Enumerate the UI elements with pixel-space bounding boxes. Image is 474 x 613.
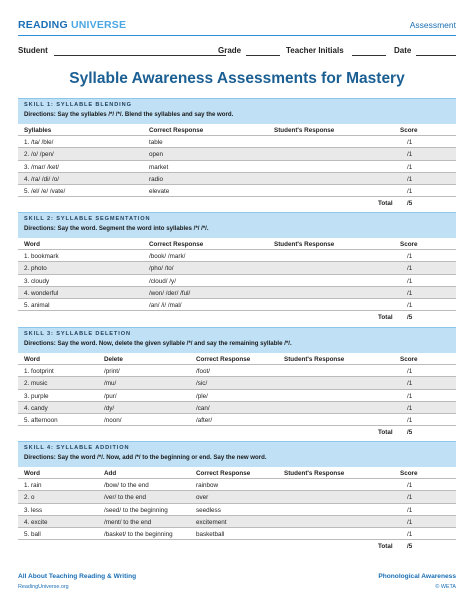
- student-field[interactable]: [54, 55, 226, 56]
- score-cell: /1: [407, 518, 413, 526]
- table-row: [18, 148, 456, 160]
- table-row: [18, 299, 456, 311]
- score-cell: /1: [407, 187, 413, 195]
- cell: 5. /el/ /e/ /vate/: [24, 187, 66, 195]
- footer-copyright: © WETA: [435, 584, 456, 590]
- table-row: [18, 402, 456, 414]
- table-row: [18, 136, 456, 148]
- cell: 4. wonderful: [24, 289, 59, 297]
- student-label: Student: [18, 46, 48, 55]
- total-row: [18, 197, 456, 209]
- score-cell: /1: [407, 494, 413, 502]
- skill-section-addition: [18, 441, 456, 552]
- cell: 3. /mar/ /ket/: [24, 163, 59, 171]
- cell: open: [149, 151, 164, 159]
- col-header: Score: [400, 356, 418, 363]
- table-row: [18, 365, 456, 377]
- cell: /after/: [196, 416, 213, 424]
- col-header: Word: [24, 470, 40, 477]
- col-header: Student's Response: [284, 356, 345, 363]
- total-label: Total: [378, 543, 393, 551]
- total-row: [18, 311, 456, 323]
- score-cell: /1: [407, 265, 413, 273]
- cell: 5. animal: [24, 301, 50, 309]
- cell: /pur/: [104, 392, 117, 400]
- score-cell: /1: [407, 277, 413, 285]
- table-row: [18, 377, 456, 389]
- cell: 1. rain: [24, 482, 42, 490]
- cell: /seed/ to the beginning: [104, 506, 168, 514]
- cell: 5. afternoon: [24, 416, 58, 424]
- col-header: Add: [104, 470, 117, 477]
- col-header: Student's Response: [284, 470, 345, 477]
- cell: /ver/ to the end: [104, 494, 147, 502]
- cell: elevate: [149, 187, 170, 195]
- score-cell: /1: [407, 380, 413, 388]
- section-title: SKILL 3: SYLLABLE DELETION: [24, 331, 131, 337]
- section-header: [18, 98, 456, 124]
- cell: 4. candy: [24, 404, 48, 412]
- col-header: Correct Response: [196, 470, 251, 477]
- logo-accent: UNIVERSE: [70, 19, 127, 31]
- page-title: Syllable Awareness Assessments for Mastery: [69, 70, 405, 87]
- section-title: SKILL 1: SYLLABLE BLENDING: [24, 102, 132, 108]
- cell: /won/ /der/ /ful/: [149, 289, 191, 297]
- table-row: [18, 491, 456, 503]
- cell: /foot/: [196, 368, 211, 376]
- skill-section-blending: [18, 98, 456, 209]
- assessment-tag: Assessment: [409, 20, 456, 30]
- reading-universe-logo[interactable]: [18, 19, 126, 31]
- col-header: Student's Response: [274, 127, 335, 134]
- cell: /print/: [104, 368, 120, 376]
- score-cell: /1: [407, 151, 413, 159]
- cell: table: [149, 139, 163, 147]
- cell: /bow/ to the end: [104, 482, 149, 490]
- cell: basketball: [196, 530, 225, 538]
- table-row: [18, 185, 456, 197]
- cell: /dy/: [104, 404, 115, 412]
- table-row: [18, 528, 456, 540]
- table-row: [18, 287, 456, 299]
- date-field[interactable]: [416, 55, 456, 56]
- cell: over: [196, 494, 209, 502]
- student-info-line: [18, 46, 456, 58]
- section-directions: Directions: Say the syllables /*/ /*/. Blend the syllables and say the word.: [24, 111, 234, 118]
- cell: /sic/: [196, 380, 208, 388]
- total-label: Total: [378, 429, 393, 437]
- table-header-row: [18, 238, 456, 250]
- cell: 4. /ra/ /di/ /o/: [24, 175, 59, 183]
- grade-label: Grade: [218, 46, 242, 55]
- logo-main: READING: [18, 19, 71, 31]
- score-cell: /1: [407, 506, 413, 514]
- col-header: Correct Response: [196, 356, 251, 363]
- footer-site-link[interactable]: ReadingUniverse.org: [18, 584, 69, 590]
- cell: 1. footprint: [24, 368, 54, 376]
- cell: /mu/: [104, 380, 117, 388]
- teacher-initials-field[interactable]: [352, 55, 386, 56]
- col-header: Score: [400, 470, 418, 477]
- cell: /noon/: [104, 416, 122, 424]
- score-cell: /1: [407, 139, 413, 147]
- table-row: [18, 516, 456, 528]
- score-cell: /1: [407, 482, 413, 490]
- table-row: [18, 250, 456, 262]
- cell: 5. ball: [24, 530, 41, 538]
- section-directions: Directions: Say the word /*/. Now, add /*/ to the beginning or end. Say the new word.: [24, 454, 267, 461]
- table-row: [18, 173, 456, 185]
- cell: market: [149, 163, 169, 171]
- score-cell: /1: [407, 253, 413, 261]
- section-directions: Directions: Say the word. Segment the word into syllables /*/ /*/.: [24, 225, 209, 232]
- table-row: [18, 504, 456, 516]
- cell: /cloud/ /y/: [149, 277, 176, 285]
- score-cell: /1: [407, 392, 413, 400]
- col-header: Score: [400, 127, 418, 134]
- score-cell: /1: [407, 416, 413, 424]
- footer-topic: Phonological Awareness: [378, 573, 456, 580]
- total-value: /5: [407, 429, 413, 437]
- col-header: Correct Response: [149, 127, 204, 134]
- skill-section-segmentation: [18, 212, 456, 323]
- cell: 2. photo: [24, 265, 47, 273]
- col-header: Word: [24, 356, 40, 363]
- section-header: [18, 441, 456, 467]
- table-row: [18, 275, 456, 287]
- score-cell: /1: [407, 163, 413, 171]
- footer-course-title: All About Teaching Reading & Writing: [18, 573, 137, 580]
- col-header: Score: [400, 241, 418, 248]
- cell: 3. purple: [24, 392, 49, 400]
- score-cell: /1: [407, 404, 413, 412]
- section-header: [18, 327, 456, 353]
- cell: /an/ /i/ /mal/: [149, 301, 182, 309]
- cell: /basket/ to the beginning: [104, 530, 173, 538]
- grade-field[interactable]: [246, 55, 280, 56]
- skill-section-deletion: [18, 327, 456, 438]
- date-label: Date: [394, 46, 412, 55]
- cell: excitement: [196, 518, 227, 526]
- table-header-row: [18, 124, 456, 136]
- cell: seedless: [196, 506, 221, 514]
- total-value: /5: [407, 314, 413, 322]
- cell: 2. music: [24, 380, 48, 388]
- cell: 1. bookmark: [24, 253, 59, 261]
- cell: 1. /ta/ /ble/: [24, 139, 54, 147]
- score-cell: /1: [407, 289, 413, 297]
- cell: /pho/ /to/: [149, 265, 174, 273]
- cell: /ment/ to the end: [104, 518, 152, 526]
- cell: /ple/: [196, 392, 208, 400]
- cell: 3. cloudy: [24, 277, 50, 285]
- table-header-row: [18, 353, 456, 365]
- table-row: [18, 262, 456, 274]
- section-header: [18, 212, 456, 238]
- total-value: /5: [407, 200, 413, 208]
- col-header: Student's Response: [274, 241, 335, 248]
- col-header: Correct Response: [149, 241, 204, 248]
- cell: 2. o: [24, 494, 35, 502]
- table-row: [18, 414, 456, 426]
- top-header: [18, 14, 456, 36]
- score-cell: /1: [407, 175, 413, 183]
- col-header: Word: [24, 241, 40, 248]
- total-value: /5: [407, 543, 413, 551]
- total-row: [18, 540, 456, 552]
- cell: radio: [149, 175, 164, 183]
- table-row: [18, 479, 456, 491]
- table-row: [18, 390, 456, 402]
- cell: /book/ /mark/: [149, 253, 186, 261]
- teacher-initials-label: Teacher Initials: [286, 46, 344, 55]
- cell: /can/: [196, 404, 210, 412]
- score-cell: /1: [407, 530, 413, 538]
- section-directions: Directions: Say the word. Now, delete the given syllable /*/ and say the remaining syllable /*/.: [24, 340, 292, 347]
- col-header: Delete: [104, 356, 123, 363]
- cell: 4. excite: [24, 518, 48, 526]
- section-title: SKILL 4: SYLLABLE ADDITION: [24, 445, 130, 451]
- total-label: Total: [378, 314, 393, 322]
- total-label: Total: [378, 200, 393, 208]
- table-header-row: [18, 467, 456, 479]
- section-title: SKILL 2: SYLLABLE SEGMENTATION: [24, 216, 151, 222]
- col-header: Syllables: [24, 127, 52, 134]
- score-cell: /1: [407, 301, 413, 309]
- cell: rainbow: [196, 482, 219, 490]
- table-row: [18, 161, 456, 173]
- cell: 2. /o/ /pen/: [24, 151, 54, 159]
- total-row: [18, 426, 456, 438]
- cell: 3. less: [24, 506, 43, 514]
- score-cell: /1: [407, 368, 413, 376]
